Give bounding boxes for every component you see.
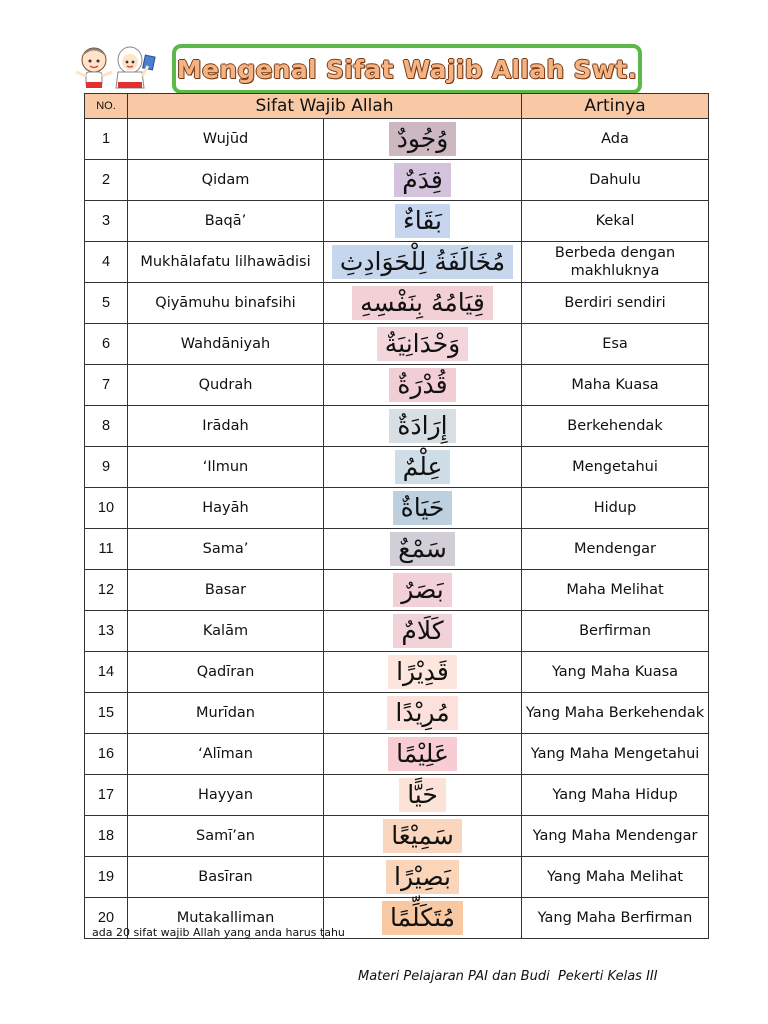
table-row	[85, 734, 709, 775]
sifat-latin: Samī’an	[128, 816, 324, 857]
sifat-arabic-cell	[324, 488, 522, 529]
sifat-arabic-cell	[324, 242, 522, 283]
sifat-arabic: إِرَادَةٌ	[389, 409, 455, 443]
sifat-latin: Qidam	[128, 160, 324, 201]
sifat-latin: Qiyāmuhu binafsihi	[128, 283, 324, 324]
sifat-artinya: Yang Maha Berkehendak	[522, 693, 709, 734]
row-number: 3	[85, 201, 128, 242]
sifat-artinya: Yang Maha Mendengar	[522, 816, 709, 857]
sifat-arabic: بَصِيْرًا	[386, 860, 459, 894]
sifat-artinya: Yang Maha Berfirman	[522, 898, 709, 939]
sifat-artinya: Ada	[522, 119, 709, 160]
header-no: NO.	[85, 94, 128, 119]
sifat-arabic-cell	[324, 693, 522, 734]
sifat-arabic: وُجُودٌ	[389, 122, 457, 156]
row-number: 6	[85, 324, 128, 365]
row-number: 4	[85, 242, 128, 283]
header-sifat: Sifat Wajib Allah	[128, 94, 522, 119]
sifat-arabic-cell	[324, 611, 522, 652]
sifat-artinya: Yang Maha Melihat	[522, 857, 709, 898]
sifat-arabic: بَصَرٌ	[393, 573, 451, 607]
table-header-row	[85, 94, 709, 119]
sifat-arabic: عَلِيْمًا	[388, 737, 457, 771]
sifat-arabic-cell	[324, 406, 522, 447]
row-number: 10	[85, 488, 128, 529]
sifat-arabic: قِيَامُهُ بِنَفْسِهِ	[352, 286, 493, 320]
sifat-latin: Qudrah	[128, 365, 324, 406]
sifat-artinya: Dahulu	[522, 160, 709, 201]
sifat-latin: Hayāh	[128, 488, 324, 529]
sifat-arabic-cell	[324, 570, 522, 611]
sifat-latin: Wahdāniyah	[128, 324, 324, 365]
sifat-artinya: Esa	[522, 324, 709, 365]
sifat-artinya: Maha Kuasa	[522, 365, 709, 406]
sifat-arabic-cell	[324, 283, 522, 324]
sifat-arabic-cell	[324, 652, 522, 693]
row-number: 18	[85, 816, 128, 857]
sifat-latin: Hayyan	[128, 775, 324, 816]
table-row	[85, 242, 709, 283]
sifat-latin: Irādah	[128, 406, 324, 447]
table-row	[85, 611, 709, 652]
table-row	[85, 406, 709, 447]
sifat-latin: ‘Alīman	[128, 734, 324, 775]
sifat-artinya: Mengetahui	[522, 447, 709, 488]
sifat-arabic-cell	[324, 775, 522, 816]
sifat-latin: Kalām	[128, 611, 324, 652]
sifat-arabic-cell	[324, 857, 522, 898]
sifat-arabic-cell	[324, 816, 522, 857]
title-box	[172, 44, 642, 94]
sifat-arabic: حَيَاةٌ	[393, 491, 453, 525]
sifat-artinya: Berbeda dengan makhluknya	[522, 242, 709, 283]
table-body	[85, 119, 709, 939]
sifat-artinya: Kekal	[522, 201, 709, 242]
sifat-artinya: Yang Maha Kuasa	[522, 652, 709, 693]
table-row	[85, 816, 709, 857]
sifat-latin: ‘Ilmun	[128, 447, 324, 488]
sifat-arabic: مُخَالَفَةُ لِلْحَوَادِثِ	[332, 245, 513, 279]
sifat-arabic: سَمْعٌ	[390, 532, 455, 566]
table-row	[85, 529, 709, 570]
table-row	[85, 119, 709, 160]
sifat-arabic-cell	[324, 201, 522, 242]
row-number: 9	[85, 447, 128, 488]
row-number: 12	[85, 570, 128, 611]
row-number: 15	[85, 693, 128, 734]
sifat-arabic-cell	[324, 898, 522, 939]
sifat-latin: Baqā’	[128, 201, 324, 242]
table-row	[85, 857, 709, 898]
sifat-arabic-cell	[324, 160, 522, 201]
row-number: 5	[85, 283, 128, 324]
sifat-latin: Sama’	[128, 529, 324, 570]
table-row	[85, 160, 709, 201]
sifat-arabic: سَمِيْعًا	[383, 819, 462, 853]
table-row	[85, 693, 709, 734]
sifat-arabic-cell	[324, 447, 522, 488]
sifat-artinya: Berkehendak	[522, 406, 709, 447]
row-number: 8	[85, 406, 128, 447]
header-artinya: Artinya	[522, 94, 709, 119]
sifat-artinya: Yang Maha Mengetahui	[522, 734, 709, 775]
footer-text: Materi Pelajaran PAI dan Budi Pekerti Kelas III	[358, 969, 658, 984]
sifat-arabic: قَدِيْرًا	[388, 655, 457, 689]
sifat-artinya: Hidup	[522, 488, 709, 529]
sifat-arabic: مُرِيْدًا	[387, 696, 457, 730]
sifat-arabic-cell	[324, 365, 522, 406]
sifat-latin: Mutakalliman	[128, 898, 324, 939]
sifat-artinya: Berfirman	[522, 611, 709, 652]
row-number: 13	[85, 611, 128, 652]
row-number: 19	[85, 857, 128, 898]
kids-illustration	[70, 38, 170, 94]
footnote: ada 20 sifat wajib Allah yang anda harus tahu	[92, 926, 345, 939]
sifat-latin: Murīdan	[128, 693, 324, 734]
row-number: 20	[85, 898, 128, 939]
sifat-latin: Basar	[128, 570, 324, 611]
sifat-artinya: Mendengar	[522, 529, 709, 570]
table-row	[85, 283, 709, 324]
sifat-wajib-table	[84, 93, 709, 939]
table-row	[85, 365, 709, 406]
row-number: 1	[85, 119, 128, 160]
row-number: 11	[85, 529, 128, 570]
row-number: 14	[85, 652, 128, 693]
sifat-arabic: قُدْرَةٌ	[389, 368, 455, 402]
table-row	[85, 447, 709, 488]
sifat-arabic: وَحْدَانِيَةٌ	[377, 327, 469, 361]
table-row	[85, 652, 709, 693]
sifat-artinya: Maha Melihat	[522, 570, 709, 611]
table-row	[85, 324, 709, 365]
page-title: Mengenal Sifat Wajib Allah Swt.	[176, 54, 638, 84]
sifat-arabic: كَلَامٌ	[393, 614, 451, 648]
row-number: 16	[85, 734, 128, 775]
sifat-arabic-cell	[324, 734, 522, 775]
table-row	[85, 775, 709, 816]
page-header	[70, 38, 650, 94]
sifat-arabic: عِلْمٌ	[395, 450, 451, 484]
sifat-latin: Qadīran	[128, 652, 324, 693]
sifat-latin: Mukhālafatu lilhawādisi	[128, 242, 324, 283]
sifat-arabic: مُتَكَلِّمًا	[382, 901, 463, 935]
sifat-arabic-cell	[324, 529, 522, 570]
row-number: 17	[85, 775, 128, 816]
sifat-artinya: Berdiri sendiri	[522, 283, 709, 324]
sifat-arabic: بَقَاءٌ	[395, 204, 450, 238]
sifat-arabic: قِدَمٌ	[394, 163, 451, 197]
sifat-latin: Basīran	[128, 857, 324, 898]
sifat-artinya: Yang Maha Hidup	[522, 775, 709, 816]
sifat-arabic: حَيًّا	[399, 778, 446, 812]
row-number: 2	[85, 160, 128, 201]
row-number: 7	[85, 365, 128, 406]
table-row	[85, 488, 709, 529]
table-row	[85, 201, 709, 242]
sifat-arabic-cell	[324, 119, 522, 160]
sifat-latin: Wujūd	[128, 119, 324, 160]
sifat-arabic-cell	[324, 324, 522, 365]
table-row	[85, 570, 709, 611]
